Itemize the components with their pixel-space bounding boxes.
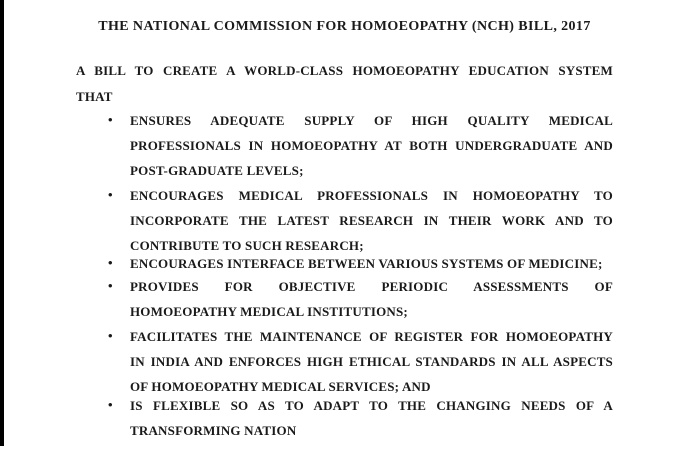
bullet-item xyxy=(76,183,613,258)
bullet-line: PROVIDES FOR OBJECTIVE PERIODIC ASSESSMENTS OF xyxy=(130,279,613,294)
document-content xyxy=(76,18,613,443)
bullet-line: HOMOEOPATHY MEDICAL INSTITUTIONS; xyxy=(130,304,408,319)
bullet-line: ENCOURAGES MEDICAL PROFESSIONALS IN HOMOEOPATHY TO xyxy=(130,188,613,203)
bullet-item xyxy=(76,393,613,443)
bullet-list xyxy=(76,108,613,443)
bullet-icon: • xyxy=(108,255,113,270)
left-edge-bar xyxy=(0,0,4,446)
bullet-line: POST-GRADUATE LEVELS; xyxy=(130,163,304,178)
bullet-line: FACILITATES THE MAINTENANCE OF REGISTER FOR HOMOEOPATHY xyxy=(130,329,613,344)
bullet-icon: • xyxy=(108,187,113,202)
bullet-item xyxy=(76,251,613,276)
document-title: THE NATIONAL COMMISSION FOR HOMOEOPATHY (NCH) BILL, 2017 xyxy=(98,19,591,34)
intro-line: A BILL TO CREATE A WORLD-CLASS HOMOEOPATHY EDUCATION SYSTEM xyxy=(76,63,613,78)
bullet-item xyxy=(76,274,613,324)
bullet-line: ENSURES ADEQUATE SUPPLY OF HIGH QUALITY MEDICAL xyxy=(130,113,613,128)
bullet-icon: • xyxy=(108,397,113,412)
bullet-icon: • xyxy=(108,278,113,293)
bullet-line: PROFESSIONALS IN HOMOEOPATHY AT BOTH UNDERGRADUATE AND xyxy=(130,138,613,153)
bullet-line: OF HOMOEOPATHY MEDICAL SERVICES; AND xyxy=(130,379,431,394)
bullet-line: CONTRIBUTE TO SUCH RESEARCH; xyxy=(130,238,364,253)
bullet-line: TRANSFORMING NATION xyxy=(130,423,297,438)
bullet-item xyxy=(76,108,613,183)
bullet-line: IS FLEXIBLE SO AS TO ADAPT TO THE CHANGING NEEDS OF A xyxy=(130,398,613,413)
bullet-item xyxy=(76,324,613,399)
intro-line: THAT xyxy=(76,89,113,104)
bullet-icon: • xyxy=(108,112,113,127)
bullet-line: ENCOURAGES INTERFACE BETWEEN VARIOUS SYSTEMS OF MEDICINE; xyxy=(130,256,603,271)
bullet-line: INCORPORATE THE LATEST RESEARCH IN THEIR WORK AND TO xyxy=(130,213,613,228)
bullet-icon: • xyxy=(108,328,113,343)
intro-paragraph xyxy=(76,58,613,110)
bullet-line: IN INDIA AND ENFORCES HIGH ETHICAL STANDARDS IN ALL ASPECTS xyxy=(130,354,613,369)
